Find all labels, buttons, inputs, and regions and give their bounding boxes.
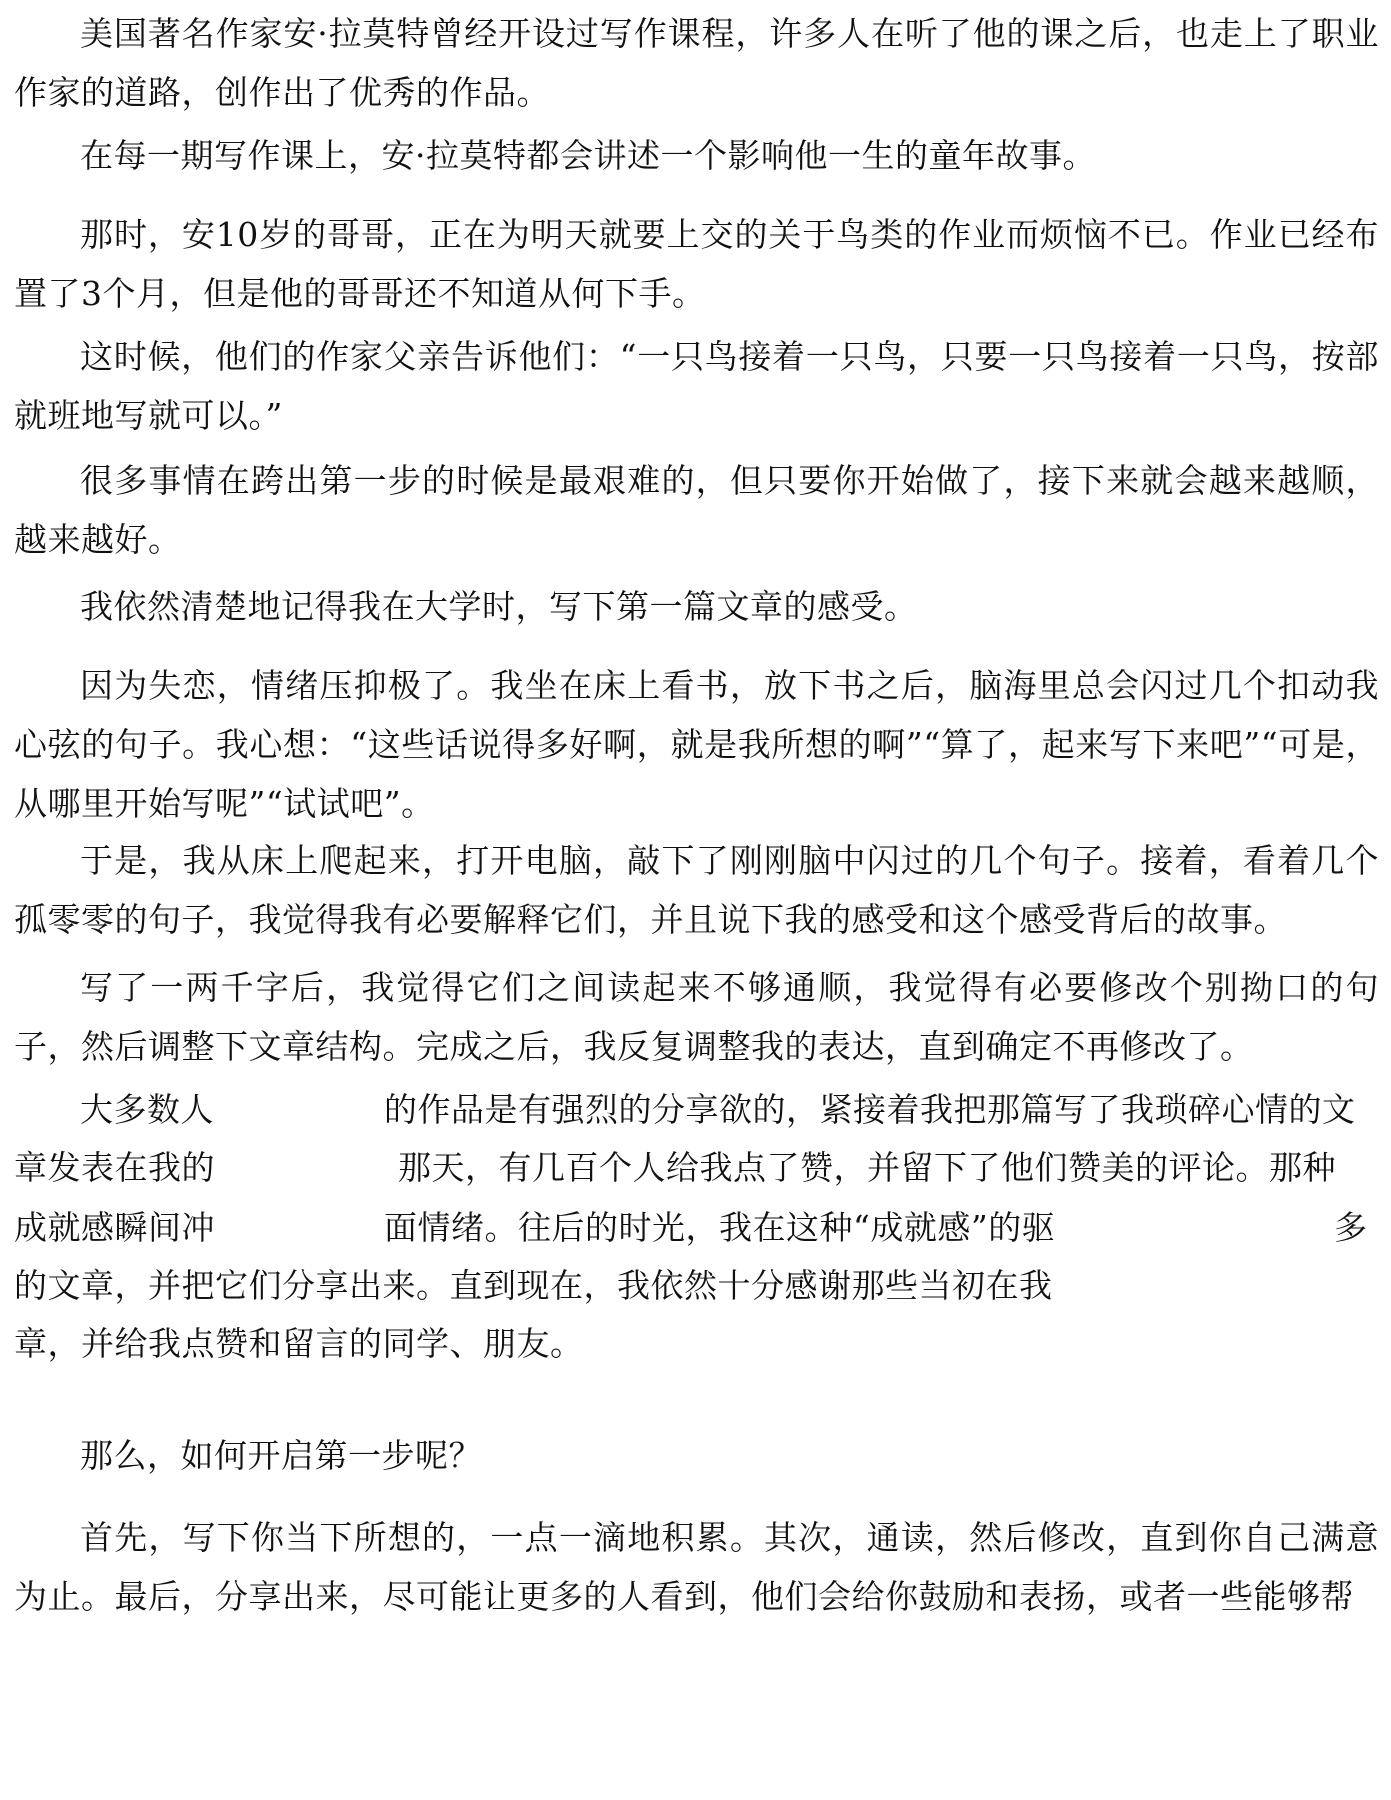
paragraph-2: 在每一期写作课上，安·拉莫特都会讲述一个影响他一生的童年故事。 [80, 136, 1096, 175]
paragraph-5: 很多事情在跨出第一步的时候是最艰难的，但只要你开始做了，接下来就会越来越顺，越来越好。 [14, 461, 1379, 559]
paragraph-closing-2: 首先，写下你当下所想的，一点一滴地积累。其次，通读，然后修改，直到你自己满意为止。最后，分享出来，尽可能让更多的人看到，他们会给你鼓励和表扬，或者一些能够帮 [14, 1518, 1379, 1616]
paragraph-9: 写了一两千字后，我觉得它们之间读起来不够通顺，我觉得有必要修改个别拗口的句子，然后调整下文章结构。完成之后，我反复调整我的表达，直到确定不再修改了。 [14, 968, 1379, 1066]
fragment-line2-a: 章发表在我的 [14, 1148, 215, 1187]
fragment-line4-a: 的文章，并把它们分享出来。直到现在，我依然十分感谢那些当初在我 [14, 1266, 1053, 1305]
paragraph-1: 美国著名作家安·拉莫特曾经开设过写作课程，许多人在听了他的课之后，也走上了职业作家的道路，创作出了优秀的作品。 [14, 14, 1379, 112]
paragraph-7: 因为失恋，情绪压抑极了。我坐在床上看书，放下书之后，脑海里总会闪过几个扣动我心弦的句子。我心想：“这些话说得多好啊，就是我所想的啊”“算了，起来写下来吧”“可是，从哪里开始写呢”“试试吧”。 [14, 666, 1379, 823]
fragment-line3-b: 面情绪。往后的时光，我在这种“成就感”的驱 [384, 1208, 1056, 1247]
paragraph-8: 于是，我从床上爬起来，打开电脑，敲下了刚刚脑中闪过的几个句子。接着，看着几个孤零零的句子，我觉得我有必要解释它们，并且说下我的感受和这个感受背后的故事。 [14, 841, 1379, 939]
fragment-line2-b: 那天，有几百个人给我点了赞，并留下了他们赞美的评论。那种 [398, 1148, 1336, 1187]
paragraph-3: 那时，安10岁的哥哥，正在为明天就要上交的关于鸟类的作业而烦恼不已。作业已经布置了3个月，但是他的哥哥还不知道从何下手。 [14, 215, 1379, 313]
paragraph-6: 我依然清楚地记得我在大学时，写下第一篇文章的感受。 [80, 587, 918, 626]
paragraph-4: 这时候，他们的作家父亲告诉他们：“一只鸟接着一只鸟，只要一只鸟接着一只鸟，按部就班地写就可以。” [14, 337, 1379, 435]
fragment-line5-a: 章，并给我点赞和留言的同学、朋友。 [14, 1324, 584, 1363]
fragment-line1-b: 的作品是有强烈的分享欲的，紧接着我把那篇写了我琐碎心情的文 [384, 1090, 1356, 1129]
fragment-line1-a: 大多数人 [80, 1090, 214, 1129]
paragraph-closing-1: 那么，如何开启第一步呢？ [80, 1436, 482, 1475]
fragment-line3-a: 成就感瞬间冲 [14, 1208, 215, 1247]
fragment-line3-c: 多 [1334, 1208, 1368, 1247]
